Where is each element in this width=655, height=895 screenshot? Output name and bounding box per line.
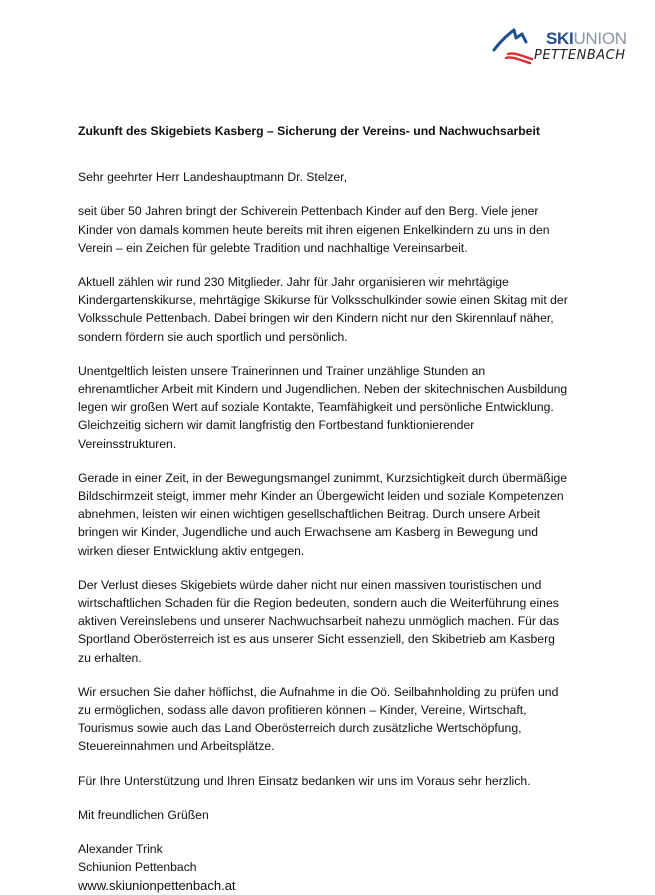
signature-name: Alexander Trink [78,842,163,857]
paragraph: Aktuell zählen wir rund 230 Mitglieder. Jahr für Jahr organisieren wir mehrtägige Kindergartenskikurse, mehrtägige Skikurse für Volksschulkinder sowie einen Skitag mit der Volksschule Pettenbach. Dabei bringen wir den Kindern nicht nur den Skirennlauf näher, sondern fördern sie auch sportlich und persönlich. [78,275,568,344]
skiunion-logo [492,26,627,70]
logo-ski-text: SKI [546,29,574,48]
paragraph: Für Ihre Unterstützung und Ihren Einsatz bedanken wir uns im Voraus sehr herzlich. [78,773,531,788]
paragraph: Gerade in einer Zeit, in der Bewegungsmangel zunimmt, Kurzsichtigkeit durch übermäßige Bildschirmzeit steigt, immer mehr Kinder an Übergewicht leiden und soziale Kompetenzen abnehmen, leisten wir einen wichtigen gesellschaftlichen Beitrag. Durch unsere Arbeit bringen wir Kinder, Jugendliche und auch Erwachsene am Kasberg in Bewegung und wirken dieser Entwicklung aktiv entgegen. [78,470,568,558]
paragraph: seit über 50 Jahren bringt der Schiverein Pettenbach Kinder auf den Berg. Viele jener Kinder von damals kommen heute bereits mit ihren eigenen Enkelkindern zu uns in den Verein – ein Zeichen für gelebte Tradition und nachhaltige Vereinsarbeit. [78,204,550,255]
salutation: Sehr geehrter Herr Landeshauptmann Dr. Stelzer, [78,170,347,185]
signature-block [78,840,568,895]
paragraph: Wir ersuchen Sie daher höflichst, die Aufnahme in die Oö. Seilbahnholding zu prüfen und zu ermöglichen, sodass alle davon profitieren können – Kinder, Vereine, Wirtschaft, Tourismus sowie auch das Land Oberösterreich durch zusätzliche Wertschöpfung, Steuereinnahmen und Arbeitsplätze. [78,684,559,754]
signature-organization: Schiunion Pettenbach [78,860,197,875]
paragraph: Unentgeltlich leisten unsere Trainerinnen und Trainer unzählige Stunden an ehrenamtlicher Arbeit mit Kindern und Jugendlichen. Neben der skitechnischen Ausbildung legen wir großen Wert auf soziale Kontakte, Teamfähigkeit und persönliche Entwicklung. Gleichzeitig sichern wir damit langfristig den Fortbestand funktionierender Vereinsstrukturen. [78,363,568,451]
letter-title: Zukunft des Skigebiets Kasberg – Sicherung der Vereins- und Nachwuchsarbeit [78,124,540,138]
logo-subtitle: PETTENBACH [534,48,626,63]
signature-website-link[interactable]: www.skiunionpettenbach.at [78,877,236,893]
closing: Mit freundlichen Grüßen [78,807,209,822]
logo-wordmark [546,30,627,48]
logo-union-text: UNION [573,29,627,48]
paragraph: Der Verlust dieses Skigebiets würde daher nicht nur einen massiven touristischen und wirtschaftlichen Schaden für die Region bedeuten, sondern auch die Weiterführung eines aktiven Vereinslebens und unserer Nachwuchsarbeit nahezu unmöglich machen. Für das Sportland Oberösterreich ist es aus unserer Sicht essenziell, den Skibetrieb am Kasberg zu erhalten. [78,577,560,665]
letter-body [78,122,568,895]
